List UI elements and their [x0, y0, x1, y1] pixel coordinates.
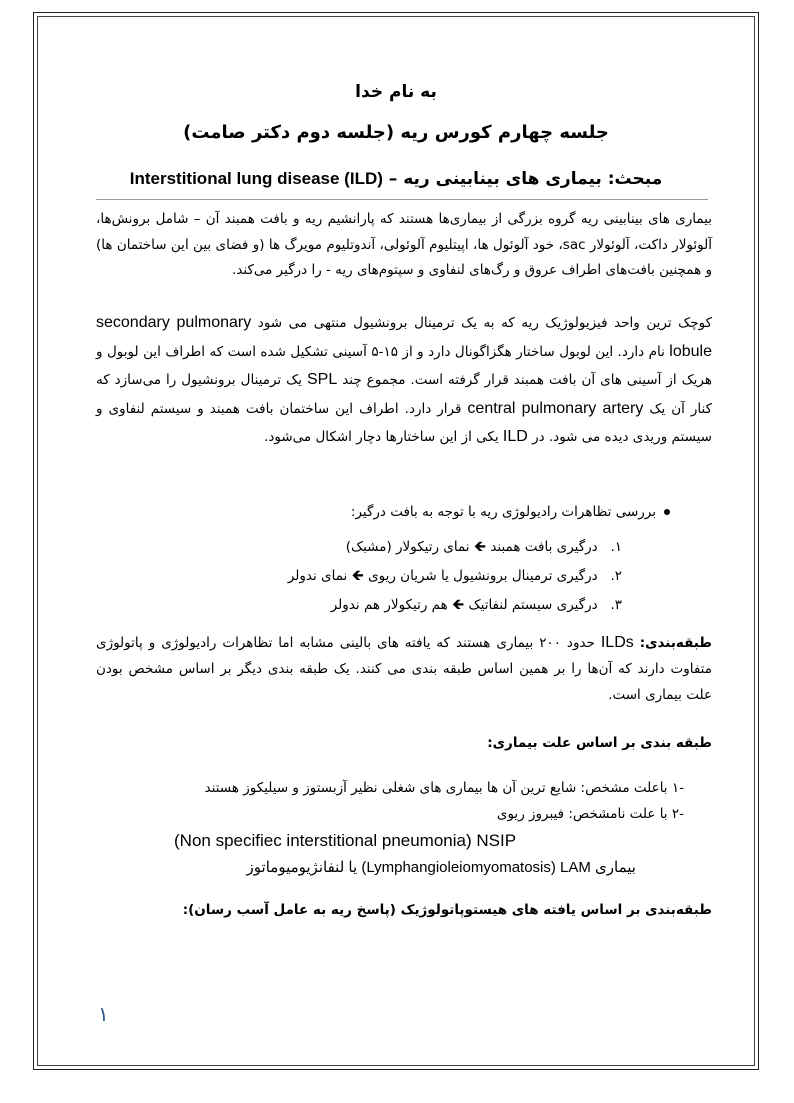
classification-label: طبقه‌بندی:	[639, 635, 713, 651]
cause-list	[112, 775, 712, 827]
lam-line	[116, 858, 636, 876]
basmala: به نام خدا	[355, 82, 437, 102]
list-text: با علت نامشخص: فیبروز ریوی	[496, 806, 668, 822]
classification-paragraph	[96, 630, 712, 708]
list-text: درگیری ترمینال برونشیول یا شریان ریوی	[368, 568, 598, 584]
bullet-text: بررسی تظاهرات رادیولوژی ریه با توجه به بافت درگیر:	[350, 504, 656, 520]
list-number: ۲.	[610, 568, 622, 584]
lobule-latin-1: secondary pulmonary lobule	[96, 314, 712, 360]
arrow-left-icon: 🡸	[473, 537, 487, 555]
lobule-latin-4: ILD	[502, 428, 528, 445]
cause-heading: طبقه بندی بر اساس علت بیماری:	[487, 735, 712, 751]
lam-prefix: بیماری	[590, 859, 636, 876]
arrow-left-icon: 🡸	[351, 566, 364, 584]
histopathology-heading: طبقه‌بندی بر اساس یافته های هیستوپاتولوژیک (پاسخ ریه به عامل آسب رسان):	[182, 902, 712, 918]
lam-latin: (Lymphangioleiomyomatosis) LAM	[361, 859, 591, 876]
list-result: نمای رتیکولار (مشبک)	[345, 539, 470, 555]
topic-latin: Interstitional lung disease (ILD)	[129, 169, 383, 188]
intro-paragraph: بیماری های بینابینی ریه گروه بزرگی از بیماری‌ها هستند که پارانشیم ریه و بافت همبند آن – شامل برونش‌ها، آلوئولار داکت، آلوئولار sac، خود آلوئول ها، اپیتلیوم آلوئولی، آندوتلیوم مویرگ ها (و فضای بین این ساختمان ها) و همچنین بافت‌های اطراف عروق و رگ‌های لنفاوی و سپتوم‌های ریه - را درگیر می‌کند.	[96, 211, 712, 278]
nsip-line: (Non specifiec interstitional pneumonia) NSIP	[174, 831, 517, 850]
list-number: ۱.	[610, 539, 622, 555]
session-title: جلسه چهارم کورس ریه (جلسه دوم دکتر صامت)	[183, 122, 609, 143]
list-number: -۲	[671, 806, 684, 822]
list-number: ۳.	[610, 597, 622, 613]
list-item	[22, 561, 622, 590]
bullet-dot-icon	[664, 509, 670, 515]
topic-prefix: مبحث: بیماری های بینابینی ریه –	[382, 169, 663, 189]
list-text: درگیری سیستم لنفاتیک	[468, 597, 598, 613]
list-item	[22, 590, 622, 619]
lobule-text-3: یک ترمینال برونشیول را می‌سازد که کنار آن یک	[96, 372, 713, 417]
classification-text: حدود ۲۰۰ بیماری هستند که یافته های بالینی مشابه اما تظاهرات رادیولوژی و پاتولوژی متفاوت دارند که آن‌ها را بر همین اساس طبقه بندی می کنند. یک طبقه بندی دیگر بر اساس مشخص بودن علت بیماری است.	[96, 635, 712, 703]
arrow-left-icon: 🡸	[452, 595, 465, 613]
list-result: نمای ندولر	[287, 568, 348, 584]
lobule-text-2: نام دارد. این لوبول ساختار هگزاگونال دارد و از ۱۵-۵ آسینی تشکیل شده است که اطراف این لوبول و هریک از آسینی های آن بافت همبند قرار گرفته است. مجموع چند	[96, 343, 712, 388]
lobule-text-5: یکی از این ساختارها دچار اشکال می‌شود.	[264, 429, 503, 445]
lobule-latin-3: central pulmonary artery	[467, 399, 644, 417]
lobule-paragraph	[96, 309, 712, 452]
radiology-list	[112, 532, 712, 619]
bullet-item	[112, 504, 712, 520]
list-item	[84, 775, 684, 801]
list-text: باعلت مشخص: شایع ترین آن ها بیماری های شغلی نظیر آزبستوز و سیلیکوز هستند	[204, 780, 668, 796]
classification-latin: ILDs	[600, 634, 634, 651]
title-divider	[96, 199, 708, 200]
lobule-latin-2: SPL	[306, 371, 338, 388]
page-number: ۱	[98, 1002, 109, 1026]
list-item	[84, 801, 684, 827]
topic-title	[80, 169, 712, 189]
list-result: هم رتیکولار هم ندولر	[330, 597, 448, 613]
list-number: -۱	[671, 780, 684, 796]
lam-suffix: یا لنفانژیومیوماتوز	[246, 859, 362, 876]
lobule-text-4: قرار دارد. اطراف این ساختمان بافت همبند و سیستم لنفاوی و سیستم وریدی دیده می شود. در	[96, 400, 712, 445]
lobule-text-1: کوچک ترین واحد فیزیولوژیک ریه که به یک ترمینال برونشیول منتهی می شود	[251, 315, 713, 331]
list-item	[22, 532, 622, 561]
list-text: درگیری بافت همبند	[490, 539, 598, 555]
